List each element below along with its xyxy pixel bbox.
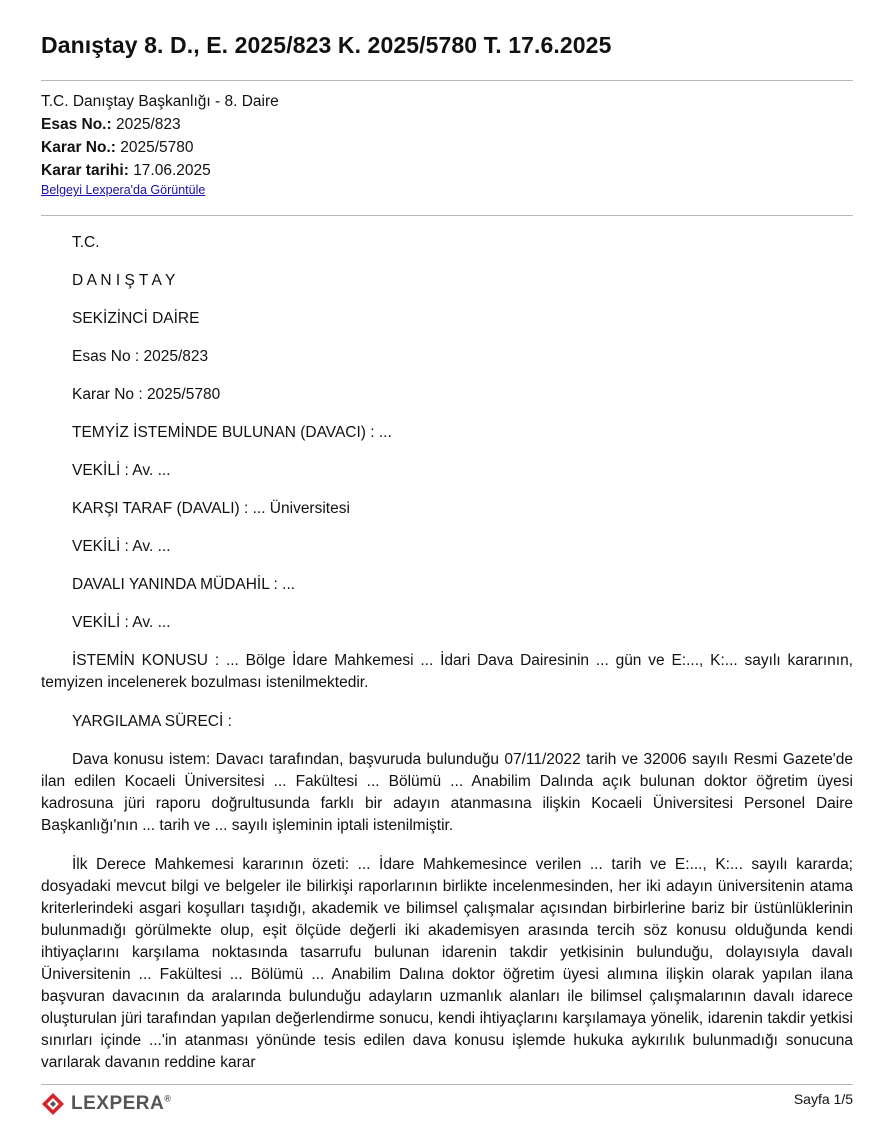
body-line: T.C. (72, 234, 100, 251)
esas-value: 2025/823 (115, 116, 181, 133)
karar-value: 2025/5780 (120, 139, 194, 156)
body-line: D A N I Ş T A Y (72, 272, 176, 289)
meta-divider (41, 215, 853, 216)
lexpera-logo (41, 1092, 171, 1116)
tarih-value: 17.06.2025 (133, 162, 211, 179)
page-title: Danıştay 8. D., E. 2025/823 K. 2025/5780 T. 17.6.2025 (41, 32, 612, 58)
body-line: KARŞI TARAF (DAVALI) : ... Üniversitesi (72, 500, 350, 517)
karar-row (41, 136, 279, 159)
istem-paragraph: İSTEMİN KONUSU : ... Bölge İdare Mahkemesi ... İdari Dava Dairesinin ... gün ve E:..., K:... sayılı kararının, temyizen incelenerek bozulması istenilmektedir. (41, 652, 853, 691)
body-line: VEKİLİ : Av. ... (72, 462, 171, 479)
tarih-row (41, 159, 279, 182)
yargilama-heading: YARGILAMA SÜRECİ : (72, 713, 232, 730)
document-body (41, 232, 853, 1091)
esas-row (41, 113, 279, 136)
court-name: T.C. Danıştay Başkanlığı - 8. Daire (41, 93, 279, 110)
document-meta (41, 90, 279, 182)
logo-wordmark (71, 1093, 171, 1115)
body-line: Esas No : 2025/823 (72, 348, 209, 365)
page-number: Sayfa 1/5 (793, 1091, 853, 1107)
body-line: TEMYİZ İSTEMİNDE BULUNAN (DAVACI) : ... (72, 424, 392, 441)
body-line: VEKİLİ : Av. ... (72, 538, 171, 555)
body-line: Karar No : 2025/5780 (72, 386, 221, 403)
body-line: VEKİLİ : Av. ... (72, 614, 171, 631)
footer-divider (41, 1084, 853, 1085)
registered-mark: ® (164, 1093, 172, 1104)
body-line: DAVALI YANINDA MÜDAHİL : ... (72, 576, 296, 593)
karar-label: Karar No.: (41, 139, 116, 156)
logo-text: LEXPERA (71, 1093, 165, 1114)
dava-konusu-paragraph: Dava konusu istem: Davacı tarafından, başvuruda bulunduğu 07/11/2022 tarih ve 32006 sayılı Resmi Gazete'de ilan edilen Kocaeli Üniversitesi ... Fakültesi ... Bölümü ... Anabilim Dalında açık bulunan doktor öğretim üyesi kadrosuna jüri raporu doğrultusunda farklı bir adayın atanmasına ilişkin Kocaeli Üniversitesi Personel Daire Başkanlığı'nın ... tarih ve ... sayılı işleminin iptali istenilmiştir. (41, 751, 853, 834)
lexpera-logo-icon (41, 1092, 65, 1116)
header-divider (41, 80, 853, 81)
ilk-derece-paragraph: İlk Derece Mahkemesi kararının özeti: ... İdare Mahkemesince verilen ... tarih ve E:..., K:... sayılı kararda; dosyadaki mevcut bilgi ve belgeler ile bilirkişi raporlarının birlikte incelenmesinden, her iki adayın üniversitenin atama kriterlerindeki asgari koşulları taşıdığı, akademik ve bilimsel çalışmalar açısından birbirlerine bariz bir üstünlüklerinin bulunmadığı görülmekte olup, eşit ölçüde değerli iki akademisyen arasında tercih söz konusu olduğunda kendi ihtiyaçlarını karşılama noktasında tasarrufu bulunan idarenin takdir yetkisinin bulunduğu, dolayısıyla davalı Üniversitenin ... Fakültesi ... Bölümü ... Anabilim Dalına doktor öğretim üyesi alımına ilişkin olarak yapılan ilana başvuran davacının da aralarında bulunduğu adayların uzmanlık alanları ile bilimsel çalışmalarının davalı idarece oluşturulan jüri tarafından yapılan değerlendirme sonucu, kendi ihtiyaçlarını karşılamaya yönelik, idarenin takdir yetkisi sınırları içinde ...'in atanması yönünde tesis edilen dava konusu işlemde hukuka aykırılık bulunmadığı sonucuna varılarak davanın reddine karar (41, 856, 853, 1071)
esas-label: Esas No.: (41, 116, 112, 133)
tarih-label: Karar tarihi: (41, 162, 129, 179)
body-line: SEKİZİNCİ DAİRE (72, 310, 200, 327)
view-in-lexpera-link[interactable]: Belgeyi Lexpera'da Görüntüle (41, 183, 206, 197)
